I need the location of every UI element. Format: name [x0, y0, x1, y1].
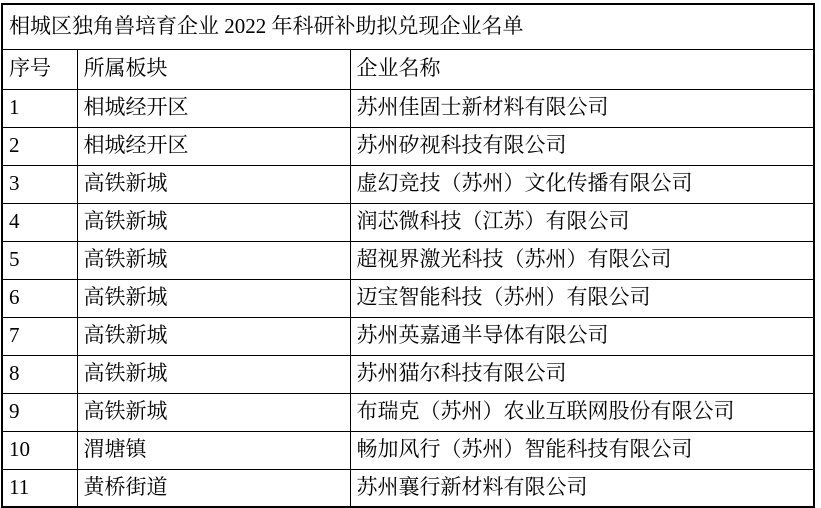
table-header-row [2, 49, 814, 89]
district-cell: 渭塘镇 [77, 431, 350, 469]
table-row [2, 279, 814, 317]
company-cell: 虚幻竞技（苏州）文化传播有限公司 [350, 165, 814, 203]
serial-cell: 4 [2, 203, 77, 241]
table-row [2, 393, 814, 431]
serial-cell: 2 [2, 127, 77, 165]
table-row [2, 241, 814, 279]
district-cell: 高铁新城 [77, 317, 350, 355]
district-cell: 高铁新城 [77, 393, 350, 431]
district-cell: 高铁新城 [77, 241, 350, 279]
column-header-serial: 序号 [2, 49, 77, 89]
company-cell: 布瑞克（苏州）农业互联网股份有限公司 [350, 393, 814, 431]
serial-cell: 6 [2, 279, 77, 317]
serial-cell: 5 [2, 241, 77, 279]
serial-cell: 1 [2, 89, 77, 127]
serial-cell: 8 [2, 355, 77, 393]
table-title-row [2, 4, 814, 49]
column-header-district: 所属板块 [77, 49, 350, 89]
district-cell: 相城经开区 [77, 89, 350, 127]
serial-cell: 10 [2, 431, 77, 469]
table-body [2, 89, 814, 507]
district-cell: 高铁新城 [77, 165, 350, 203]
company-cell: 苏州猫尔科技有限公司 [350, 355, 814, 393]
company-cell: 畅加风行（苏州）智能科技有限公司 [350, 431, 814, 469]
column-header-company: 企业名称 [350, 49, 814, 89]
table-row [2, 165, 814, 203]
serial-cell: 11 [2, 469, 77, 507]
company-cell: 苏州矽视科技有限公司 [350, 127, 814, 165]
table-row [2, 431, 814, 469]
company-cell: 迈宝智能科技（苏州）有限公司 [350, 279, 814, 317]
district-cell: 高铁新城 [77, 203, 350, 241]
district-cell: 高铁新城 [77, 355, 350, 393]
table-row [2, 469, 814, 507]
company-cell: 超视界激光科技（苏州）有限公司 [350, 241, 814, 279]
table-title: 相城区独角兽培育企业 2022 年科研补助拟兑现企业名单 [2, 4, 814, 49]
company-cell: 苏州佳固士新材料有限公司 [350, 89, 814, 127]
district-cell: 黄桥街道 [77, 469, 350, 507]
table-row [2, 355, 814, 393]
table-row [2, 317, 814, 355]
table-row [2, 203, 814, 241]
company-cell: 润芯微科技（江苏）有限公司 [350, 203, 814, 241]
serial-cell: 7 [2, 317, 77, 355]
company-cell: 苏州襄行新材料有限公司 [350, 469, 814, 507]
district-cell: 高铁新城 [77, 279, 350, 317]
serial-cell: 3 [2, 165, 77, 203]
table-row [2, 89, 814, 127]
district-cell: 相城经开区 [77, 127, 350, 165]
serial-cell: 9 [2, 393, 77, 431]
unicorn-subsidy-table [1, 3, 815, 508]
company-cell: 苏州英嘉通半导体有限公司 [350, 317, 814, 355]
table-row [2, 127, 814, 165]
